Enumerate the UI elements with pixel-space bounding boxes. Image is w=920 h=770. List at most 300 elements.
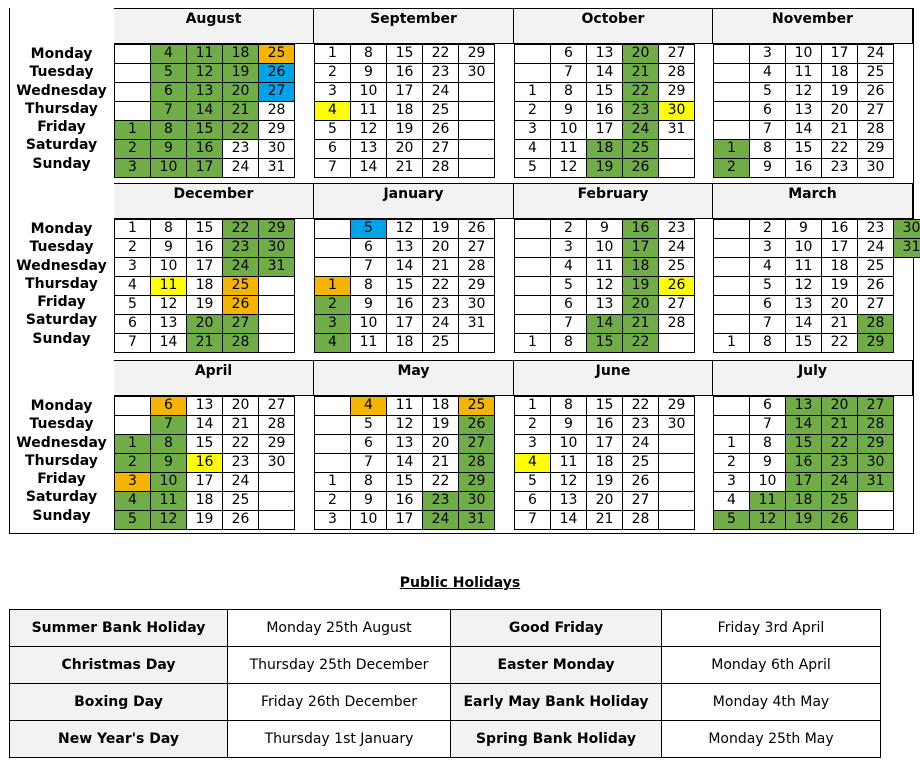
date-cell: 29 [258, 120, 295, 140]
date-cell [314, 219, 351, 239]
month-header: July [713, 360, 913, 396]
date-cell: 26 [622, 158, 659, 178]
date-cell: 9 [350, 295, 387, 315]
date-cell: 28 [458, 453, 495, 473]
date-cell: 22 [821, 333, 858, 353]
date-cell: 16 [785, 453, 822, 473]
date-cell: 29 [658, 82, 695, 102]
date-cell: 25 [258, 44, 295, 64]
date-cell: 16 [785, 158, 822, 178]
date-cell: 29 [258, 434, 295, 454]
weekday-label: Friday [37, 294, 86, 311]
date-cell: 1 [114, 120, 151, 140]
date-cell [314, 257, 351, 277]
date-cell: 20 [222, 396, 259, 416]
date-cell [258, 333, 295, 353]
date-cell [658, 158, 695, 178]
date-cell [713, 276, 750, 296]
date-cell: 18 [386, 101, 423, 121]
date-cell: 4 [514, 139, 551, 159]
date-cell: 17 [386, 82, 423, 102]
holiday-date: Friday 26th December [228, 684, 451, 721]
date-cell: 19 [186, 295, 223, 315]
date-cell: 16 [386, 295, 423, 315]
date-cell: 19 [821, 82, 858, 102]
holiday-date: Monday 4th May [662, 684, 881, 721]
date-cell: 14 [150, 333, 187, 353]
weekday-label: Friday [37, 119, 86, 136]
date-cell [893, 276, 920, 296]
date-cell: 18 [386, 333, 423, 353]
date-cell: 24 [622, 120, 659, 140]
date-cell: 22 [622, 333, 659, 353]
date-cell: 8 [350, 472, 387, 492]
date-cell: 20 [622, 295, 659, 315]
date-cell: 8 [550, 333, 587, 353]
date-cell: 15 [186, 120, 223, 140]
holiday-name: Good Friday [451, 610, 662, 647]
date-cell [458, 333, 495, 353]
date-cell: 15 [785, 139, 822, 159]
date-cell: 9 [150, 139, 187, 159]
date-cell: 18 [785, 491, 822, 511]
date-cell: 21 [622, 63, 659, 83]
holiday-name: Boxing Day [10, 684, 228, 721]
date-cell: 17 [821, 238, 858, 258]
month-header: August [114, 8, 314, 44]
date-cell: 14 [350, 158, 387, 178]
date-cell: 12 [386, 219, 423, 239]
date-cell: 21 [186, 333, 223, 353]
date-cell: 29 [857, 333, 894, 353]
date-cell: 15 [386, 44, 423, 64]
date-cell: 22 [222, 120, 259, 140]
date-cell: 24 [422, 510, 459, 530]
date-cell: 26 [458, 219, 495, 239]
date-cell: 5 [350, 415, 387, 435]
date-cell: 20 [186, 314, 223, 334]
date-cell [114, 82, 151, 102]
date-cell: 9 [749, 453, 786, 473]
date-cell: 26 [622, 472, 659, 492]
weekday-label: Sunday [32, 330, 91, 347]
date-cell: 31 [893, 238, 920, 258]
date-cell: 4 [314, 101, 351, 121]
date-cell: 23 [422, 63, 459, 83]
date-cell: 2 [114, 238, 151, 258]
date-cell: 7 [114, 333, 151, 353]
date-cell: 25 [622, 453, 659, 473]
date-cell: 9 [350, 491, 387, 511]
date-cell: 25 [857, 63, 894, 83]
date-cell [258, 510, 295, 530]
date-cell: 21 [821, 314, 858, 334]
date-cell: 8 [749, 333, 786, 353]
date-cell: 24 [821, 472, 858, 492]
date-cell: 29 [258, 219, 295, 239]
date-cell: 19 [186, 510, 223, 530]
holiday-date: Monday 25th August [228, 610, 451, 647]
date-cell: 19 [222, 63, 259, 83]
holiday-name: Christmas Day [10, 647, 228, 684]
date-cell: 30 [658, 101, 695, 121]
date-cell: 24 [422, 314, 459, 334]
holiday-name: Early May Bank Holiday [451, 684, 662, 721]
date-cell: 25 [422, 101, 459, 121]
date-cell: 30 [893, 219, 920, 239]
date-cell: 3 [514, 434, 551, 454]
date-cell: 7 [150, 415, 187, 435]
holiday-row [10, 610, 881, 647]
date-cell [713, 295, 750, 315]
date-cell [713, 396, 750, 416]
date-cell: 21 [386, 158, 423, 178]
date-cell: 6 [350, 238, 387, 258]
date-cell: 8 [350, 44, 387, 64]
date-cell: 31 [857, 472, 894, 492]
date-cell: 18 [186, 276, 223, 296]
weekday-column [9, 45, 114, 173]
holiday-date: Thursday 1st January [228, 721, 451, 758]
date-cell: 14 [386, 257, 423, 277]
date-cell: 12 [386, 415, 423, 435]
date-cell: 2 [314, 63, 351, 83]
date-cell: 14 [186, 101, 223, 121]
date-cell: 3 [550, 238, 587, 258]
date-cell: 18 [586, 139, 623, 159]
date-cell: 4 [314, 333, 351, 353]
date-cell: 12 [186, 63, 223, 83]
date-cell [857, 510, 894, 530]
month-header: April [114, 360, 314, 396]
date-cell: 15 [586, 333, 623, 353]
date-cell: 13 [386, 434, 423, 454]
date-cell: 9 [550, 415, 587, 435]
month-header: September [314, 8, 514, 44]
date-cell [713, 238, 750, 258]
date-cell [658, 491, 695, 511]
date-cell: 28 [422, 158, 459, 178]
date-cell: 15 [386, 472, 423, 492]
date-cell: 19 [422, 415, 459, 435]
weekday-label: Thursday [25, 100, 98, 117]
date-cell: 3 [114, 472, 151, 492]
date-cell: 20 [821, 295, 858, 315]
date-cell: 2 [114, 139, 151, 159]
date-cell: 5 [514, 158, 551, 178]
date-cell: 12 [749, 510, 786, 530]
date-cell: 21 [422, 257, 459, 277]
date-cell: 19 [386, 120, 423, 140]
date-cell: 12 [785, 276, 822, 296]
date-cell: 8 [550, 396, 587, 416]
date-cell: 24 [222, 472, 259, 492]
date-cell: 16 [186, 453, 223, 473]
date-cell [893, 333, 920, 353]
date-cell: 27 [458, 434, 495, 454]
date-cell: 27 [258, 396, 295, 416]
weekday-label: Tuesday [29, 239, 94, 256]
date-cell: 27 [422, 139, 459, 159]
date-cell [314, 238, 351, 258]
weekday-label: Monday [30, 398, 93, 414]
date-cell: 19 [821, 276, 858, 296]
date-cell: 19 [785, 510, 822, 530]
weekday-label: Tuesday [29, 64, 94, 81]
date-cell [258, 491, 295, 511]
date-cell [258, 472, 295, 492]
date-cell [713, 82, 750, 102]
date-cell: 15 [586, 82, 623, 102]
weekday-label: Sunday [32, 507, 91, 524]
date-cell: 25 [857, 257, 894, 277]
date-cell [114, 415, 151, 435]
date-cell: 6 [550, 44, 587, 64]
public-holidays-table [9, 609, 881, 758]
date-cell: 23 [658, 219, 695, 239]
date-cell: 22 [222, 219, 259, 239]
month-header: December [114, 183, 314, 219]
date-cell: 24 [622, 434, 659, 454]
date-cell: 12 [586, 276, 623, 296]
date-cell: 20 [821, 396, 858, 416]
date-cell: 28 [857, 314, 894, 334]
date-cell [514, 44, 551, 64]
date-cell: 10 [350, 314, 387, 334]
month-header: November [713, 8, 913, 44]
date-cell: 3 [314, 314, 351, 334]
date-cell: 1 [114, 219, 151, 239]
date-cell: 26 [857, 276, 894, 296]
weekday-label: Wednesday [16, 257, 107, 274]
date-cell: 6 [314, 139, 351, 159]
date-cell: 6 [514, 491, 551, 511]
date-cell: 9 [749, 158, 786, 178]
date-cell: 7 [749, 120, 786, 140]
date-cell: 30 [458, 491, 495, 511]
date-cell: 29 [857, 434, 894, 454]
date-cell: 2 [749, 219, 786, 239]
date-cell: 11 [386, 396, 423, 416]
date-cell: 3 [749, 238, 786, 258]
date-cell: 1 [713, 139, 750, 159]
date-cell: 14 [186, 415, 223, 435]
date-cell: 29 [458, 276, 495, 296]
date-cell: 30 [458, 63, 495, 83]
date-cell: 13 [386, 238, 423, 258]
date-cell: 31 [458, 314, 495, 334]
date-cell: 12 [550, 472, 587, 492]
weekday-column [9, 220, 114, 348]
date-cell [514, 295, 551, 315]
date-cell: 27 [622, 491, 659, 511]
date-cell: 30 [258, 238, 295, 258]
date-cell: 2 [550, 219, 587, 239]
date-cell: 12 [150, 295, 187, 315]
date-cell: 1 [514, 82, 551, 102]
date-cell: 11 [150, 491, 187, 511]
date-cell: 6 [749, 101, 786, 121]
date-cell: 24 [857, 238, 894, 258]
date-cell: 11 [785, 257, 822, 277]
date-cell: 31 [258, 158, 295, 178]
holiday-row [10, 684, 881, 721]
date-cell: 7 [749, 314, 786, 334]
date-cell: 19 [422, 219, 459, 239]
date-cell [713, 44, 750, 64]
date-cell: 2 [713, 158, 750, 178]
date-cell: 4 [514, 453, 551, 473]
date-cell: 17 [186, 158, 223, 178]
date-cell: 23 [622, 101, 659, 121]
date-cell: 17 [386, 510, 423, 530]
date-cell: 10 [550, 434, 587, 454]
date-cell: 27 [658, 44, 695, 64]
date-cell [514, 314, 551, 334]
date-cell: 27 [857, 295, 894, 315]
date-cell: 10 [150, 257, 187, 277]
date-cell: 13 [785, 295, 822, 315]
date-cell: 17 [186, 257, 223, 277]
date-cell: 16 [821, 219, 858, 239]
date-cell: 11 [785, 63, 822, 83]
date-cell [458, 120, 495, 140]
date-cell: 16 [622, 219, 659, 239]
date-cell: 17 [586, 120, 623, 140]
date-cell: 13 [350, 139, 387, 159]
month-header: October [514, 8, 713, 44]
date-cell: 22 [622, 396, 659, 416]
date-cell: 3 [114, 257, 151, 277]
date-cell: 7 [150, 101, 187, 121]
date-cell: 5 [314, 120, 351, 140]
date-cell: 22 [821, 434, 858, 454]
date-cell: 21 [821, 120, 858, 140]
date-cell: 21 [222, 415, 259, 435]
date-cell: 6 [350, 434, 387, 454]
date-cell: 2 [514, 101, 551, 121]
date-cell [458, 82, 495, 102]
date-cell: 22 [222, 434, 259, 454]
date-cell: 10 [785, 238, 822, 258]
date-cell: 27 [857, 101, 894, 121]
date-cell [658, 333, 695, 353]
date-cell: 27 [258, 82, 295, 102]
date-cell: 4 [350, 396, 387, 416]
date-cell: 25 [422, 333, 459, 353]
month-header: May [314, 360, 514, 396]
month-header: February [514, 183, 713, 219]
date-cell: 10 [550, 120, 587, 140]
date-cell: 1 [713, 333, 750, 353]
holiday-date: Monday 6th April [662, 647, 881, 684]
date-cell: 11 [150, 276, 187, 296]
date-cell: 25 [458, 396, 495, 416]
date-cell: 15 [386, 276, 423, 296]
date-cell: 28 [458, 257, 495, 277]
date-cell [713, 314, 750, 334]
date-cell: 15 [186, 434, 223, 454]
date-cell: 2 [314, 491, 351, 511]
date-cell [658, 434, 695, 454]
date-cell: 21 [422, 453, 459, 473]
date-cell: 29 [458, 44, 495, 64]
date-cell: 26 [222, 295, 259, 315]
date-cell [258, 314, 295, 334]
date-cell: 12 [150, 510, 187, 530]
weekday-label: Wednesday [16, 434, 107, 451]
date-cell: 18 [821, 63, 858, 83]
date-cell: 6 [749, 295, 786, 315]
date-cell: 12 [550, 158, 587, 178]
date-cell: 8 [150, 219, 187, 239]
month-header: January [314, 183, 514, 219]
date-cell: 28 [222, 333, 259, 353]
date-cell: 11 [586, 257, 623, 277]
holiday-name: Spring Bank Holiday [451, 721, 662, 758]
public-holidays-title: Public Holidays [399, 575, 521, 591]
date-cell: 27 [658, 295, 695, 315]
date-cell: 8 [350, 276, 387, 296]
date-cell: 11 [550, 453, 587, 473]
date-cell: 5 [350, 219, 387, 239]
date-cell: 1 [514, 333, 551, 353]
date-cell: 22 [422, 472, 459, 492]
date-cell: 14 [785, 415, 822, 435]
date-cell: 23 [821, 453, 858, 473]
date-cell: 20 [821, 101, 858, 121]
date-cell: 10 [586, 238, 623, 258]
date-cell: 2 [514, 415, 551, 435]
date-cell: 10 [150, 472, 187, 492]
date-cell: 30 [857, 158, 894, 178]
date-cell: 17 [785, 472, 822, 492]
date-cell: 23 [222, 453, 259, 473]
date-cell: 24 [422, 82, 459, 102]
date-cell: 16 [186, 139, 223, 159]
date-cell: 15 [586, 396, 623, 416]
date-cell: 10 [749, 472, 786, 492]
date-cell: 9 [586, 219, 623, 239]
calendar-frame-bottom [9, 533, 914, 534]
date-cell: 7 [749, 415, 786, 435]
date-cell: 26 [821, 510, 858, 530]
date-cell [314, 453, 351, 473]
weekday-column [9, 397, 114, 525]
date-cell: 3 [314, 510, 351, 530]
date-cell: 26 [658, 276, 695, 296]
date-cell: 2 [713, 453, 750, 473]
date-cell: 7 [550, 63, 587, 83]
date-cell: 8 [150, 120, 187, 140]
date-cell: 23 [622, 415, 659, 435]
date-cell: 22 [622, 82, 659, 102]
date-cell: 1 [314, 276, 351, 296]
date-cell [658, 510, 695, 530]
month-header: March [713, 183, 913, 219]
date-cell: 25 [821, 491, 858, 511]
date-cell: 6 [114, 314, 151, 334]
date-cell [258, 295, 295, 315]
date-cell: 23 [422, 491, 459, 511]
date-cell: 18 [622, 257, 659, 277]
date-cell [713, 415, 750, 435]
date-cell: 17 [622, 238, 659, 258]
date-cell: 8 [749, 434, 786, 454]
date-cell: 30 [258, 139, 295, 159]
date-cell: 13 [150, 314, 187, 334]
date-cell: 21 [821, 415, 858, 435]
